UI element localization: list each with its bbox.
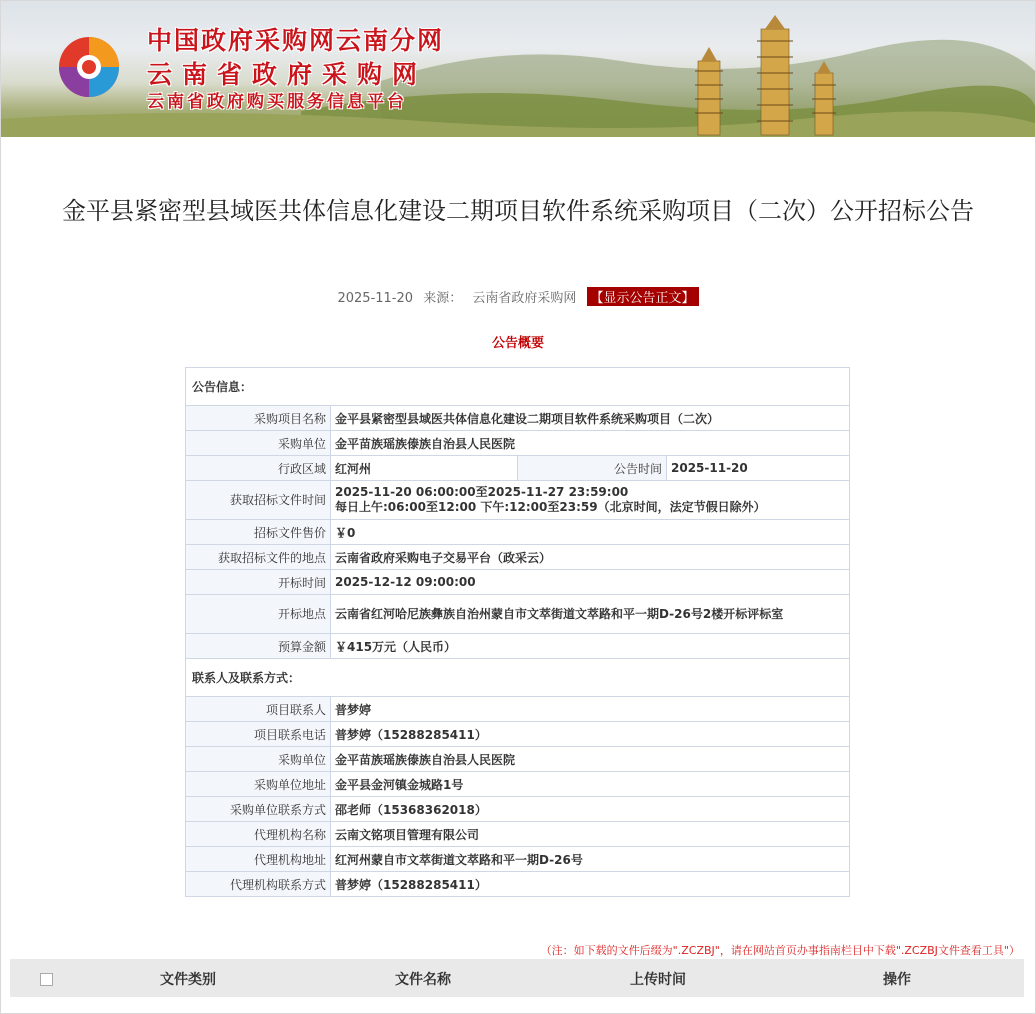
row-label: 采购单位地址 <box>186 772 331 797</box>
table-row <box>186 570 850 595</box>
project-name-value: 金平县紧密型县域医共体信息化建设二期项目软件系统采购项目（二次） <box>331 406 850 431</box>
price-value: ￥0 <box>331 520 850 545</box>
table-row <box>186 481 850 520</box>
table-row <box>186 431 850 456</box>
show-full-text-button[interactable]: 【显示公告正文】 <box>587 287 699 306</box>
row-label: 代理机构地址 <box>186 847 331 872</box>
row-label: 采购项目名称 <box>186 406 331 431</box>
row-label: 预算金额 <box>186 634 331 659</box>
site-banner <box>1 1 1035 137</box>
table-row <box>186 872 850 897</box>
table-row <box>186 747 850 772</box>
row-label: 采购单位 <box>186 431 331 456</box>
publish-time-value: 2025-11-20 <box>667 456 850 481</box>
download-note: （注：如下载的文件后缀为".ZCZBJ"，请在网站首页办事指南栏目中下载".ZCZBJ文件查看工具"） <box>540 944 1020 957</box>
get-place-value: 云南省政府采购电子交易平台（政采云） <box>331 545 850 570</box>
source-label: 来源： <box>423 291 463 306</box>
row-label: 代理机构名称 <box>186 822 331 847</box>
publish-date: 2025-11-20 <box>337 291 414 306</box>
announcement-meta <box>0 287 1036 306</box>
get-time-range: 2025-11-20 06:00:00至2025-11-27 23:59:00 <box>335 485 629 499</box>
row-label: 招标文件售价 <box>186 520 331 545</box>
unit-address-value: 金平县金河镇金城路1号 <box>331 772 850 797</box>
table-row <box>186 772 850 797</box>
get-time-value <box>331 481 850 520</box>
budget-value: ￥415万元（人民币） <box>331 634 850 659</box>
table-row <box>186 520 850 545</box>
column-header-action: 操作 <box>883 972 911 988</box>
contact-unit-value: 金平苗族瑶族傣族自治县人民医院 <box>331 747 850 772</box>
row-label: 获取招标文件时间 <box>186 481 331 520</box>
row-label: 公告时间 <box>518 456 667 481</box>
agency-contact-value: 普梦婷（15288285411） <box>331 872 850 897</box>
table-row <box>186 822 850 847</box>
table-row <box>186 545 850 570</box>
row-label: 项目联系人 <box>186 697 331 722</box>
row-label: 采购单位 <box>186 747 331 772</box>
unit-contact-value: 邵老师（15368362018） <box>331 797 850 822</box>
table-row <box>186 797 850 822</box>
row-label: 采购单位联系方式 <box>186 797 331 822</box>
agency-name-value: 云南文铭项目管理有限公司 <box>331 822 850 847</box>
row-label: 项目联系电话 <box>186 722 331 747</box>
announcement-title: 金平县紧密型县域医共体信息化建设二期项目软件系统采购项目（二次）公开招标公告 <box>62 197 974 225</box>
section-heading-info: 公告信息： <box>186 368 850 406</box>
banner-title-1: 中国政府采购网云南分网 <box>147 26 445 55</box>
row-label: 开标地点 <box>186 595 331 634</box>
row-label: 开标时间 <box>186 570 331 595</box>
announcement-summary-table <box>185 367 850 897</box>
summary-heading: 公告概要 <box>491 336 544 351</box>
region-value: 红河州 <box>331 456 518 481</box>
select-all-checkbox[interactable] <box>40 973 53 986</box>
banner-title-3: 云南省政府购买服务信息平台 <box>147 92 407 112</box>
table-row <box>186 722 850 747</box>
banner-title-2: 云南省政府采购网 <box>147 60 428 89</box>
contact-person-value: 普梦婷 <box>331 697 850 722</box>
site-logo-icon <box>53 31 125 103</box>
contact-phone-value: 普梦婷（15288285411） <box>331 722 850 747</box>
column-header-file-name: 文件名称 <box>395 972 451 988</box>
table-row <box>186 697 850 722</box>
purchaser-value: 金平苗族瑶族傣族自治县人民医院 <box>331 431 850 456</box>
section-heading-contact: 联系人及联系方式： <box>186 659 850 697</box>
table-row <box>186 406 850 431</box>
table-row <box>186 595 850 634</box>
table-row <box>186 634 850 659</box>
table-row <box>186 847 850 872</box>
table-row <box>186 456 850 481</box>
row-label: 获取招标文件的地点 <box>186 545 331 570</box>
row-label: 代理机构联系方式 <box>186 872 331 897</box>
column-header-file-type: 文件类别 <box>160 972 216 988</box>
row-label: 行政区域 <box>186 456 331 481</box>
agency-address-value: 红河州蒙自市文萃街道文萃路和平一期D-26号 <box>331 847 850 872</box>
file-table-header <box>10 959 1024 997</box>
open-time-value: 2025-12-12 09:00:00 <box>331 570 850 595</box>
column-header-upload-time: 上传时间 <box>630 972 686 988</box>
open-place-value: 云南省红河哈尼族彝族自治州蒙自市文萃街道文萃路和平一期D-26号2楼开标评标室 <box>331 595 850 634</box>
source-name: 云南省政府采购网 <box>472 291 577 306</box>
get-time-daily: 每日上午:06:00至12:00 下午:12:00至23:59（北京时间，法定节假日除外） <box>335 500 766 514</box>
